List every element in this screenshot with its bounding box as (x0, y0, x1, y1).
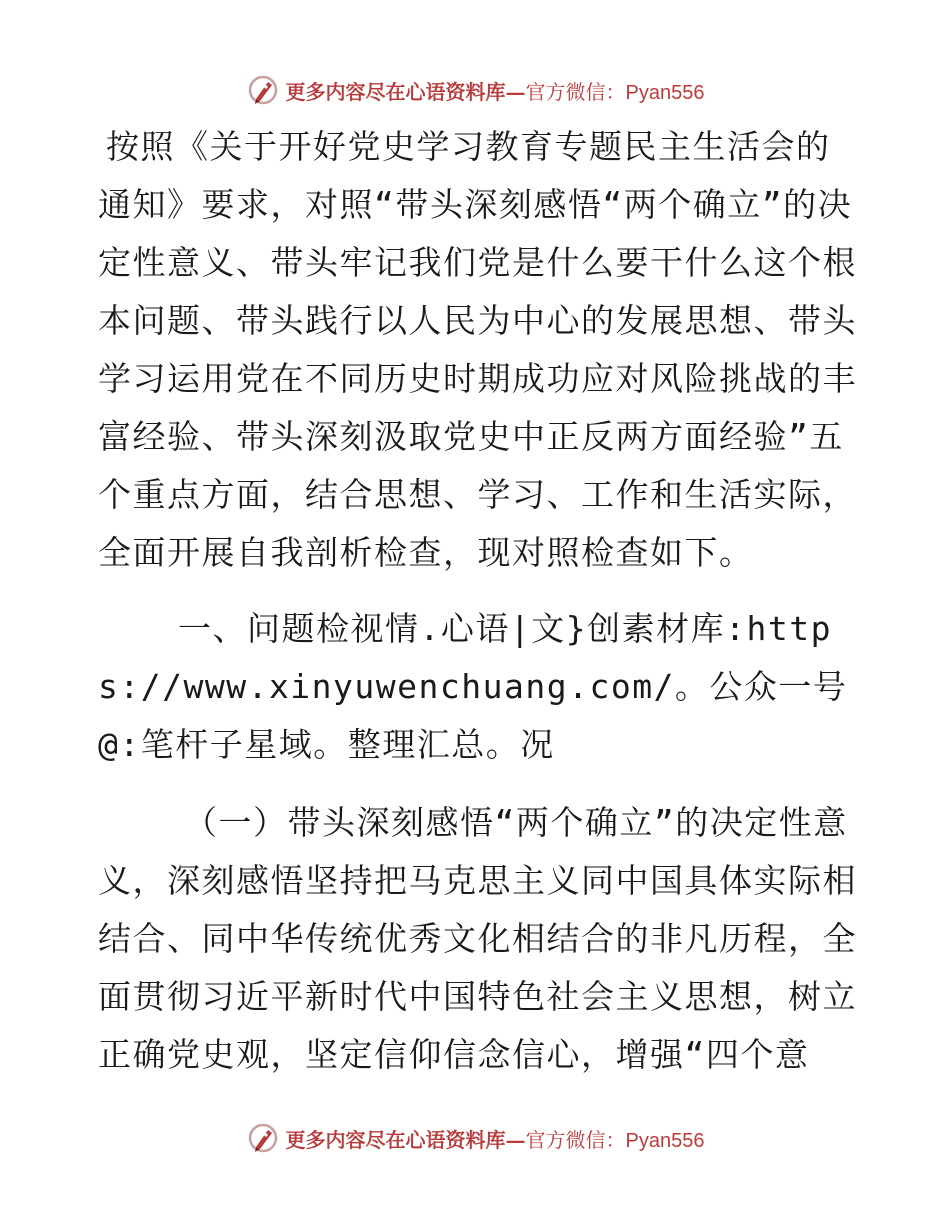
intro-paragraph: 按照《关于开好党史学习教育专题民主生活会的通知》要求，对照“带头深刻感悟“两个确立”的决定性意义、带头牢记我们党是什么要干什么这个根本问题、带头践行以人民为中心的发展思想、带头学习运用党在不同历史时期成功应对风险挑战的丰富经验、带头深刻汲取党史中正反两方面经验”五个重点方面，结合思想、学习、工作和生活实际，全面开展自我剖析检查，现对照检查如下。 (98, 127, 857, 572)
header-banner-text: 更多内容尽在心语资料库— (285, 79, 526, 104)
pen-nib-logo-icon (246, 1121, 280, 1155)
footer-watermark-banner (0, 1118, 950, 1158)
header-wechat-text: 官方微信：Pyan556 (525, 81, 705, 104)
subsection-paragraph: （一）带头深刻感悟“两个确立”的决定性意义，深刻感悟坚持把马克思主义同中国具体实际相结合、同中华传统优秀文化相结合的非凡历程，全面贯彻习近平新时代中国特色社会主义思想，树立正确党史观，坚定信仰信念信心，增强“四个意 (98, 803, 857, 1074)
footer-banner-text: 更多内容尽在心语资料库— (285, 1127, 526, 1152)
footer-wechat-text: 官方微信：Pyan556 (525, 1129, 705, 1152)
pen-nib-logo-icon (246, 73, 280, 107)
document-body (98, 118, 858, 1084)
section-heading-paragraph: 一、问题检视情.心语|文}创素材库:https://www.xinyuwenchuang.com/。公众一号@:笔杆子星域。整理汇总。况 (98, 609, 848, 764)
header-watermark-banner (0, 70, 950, 110)
